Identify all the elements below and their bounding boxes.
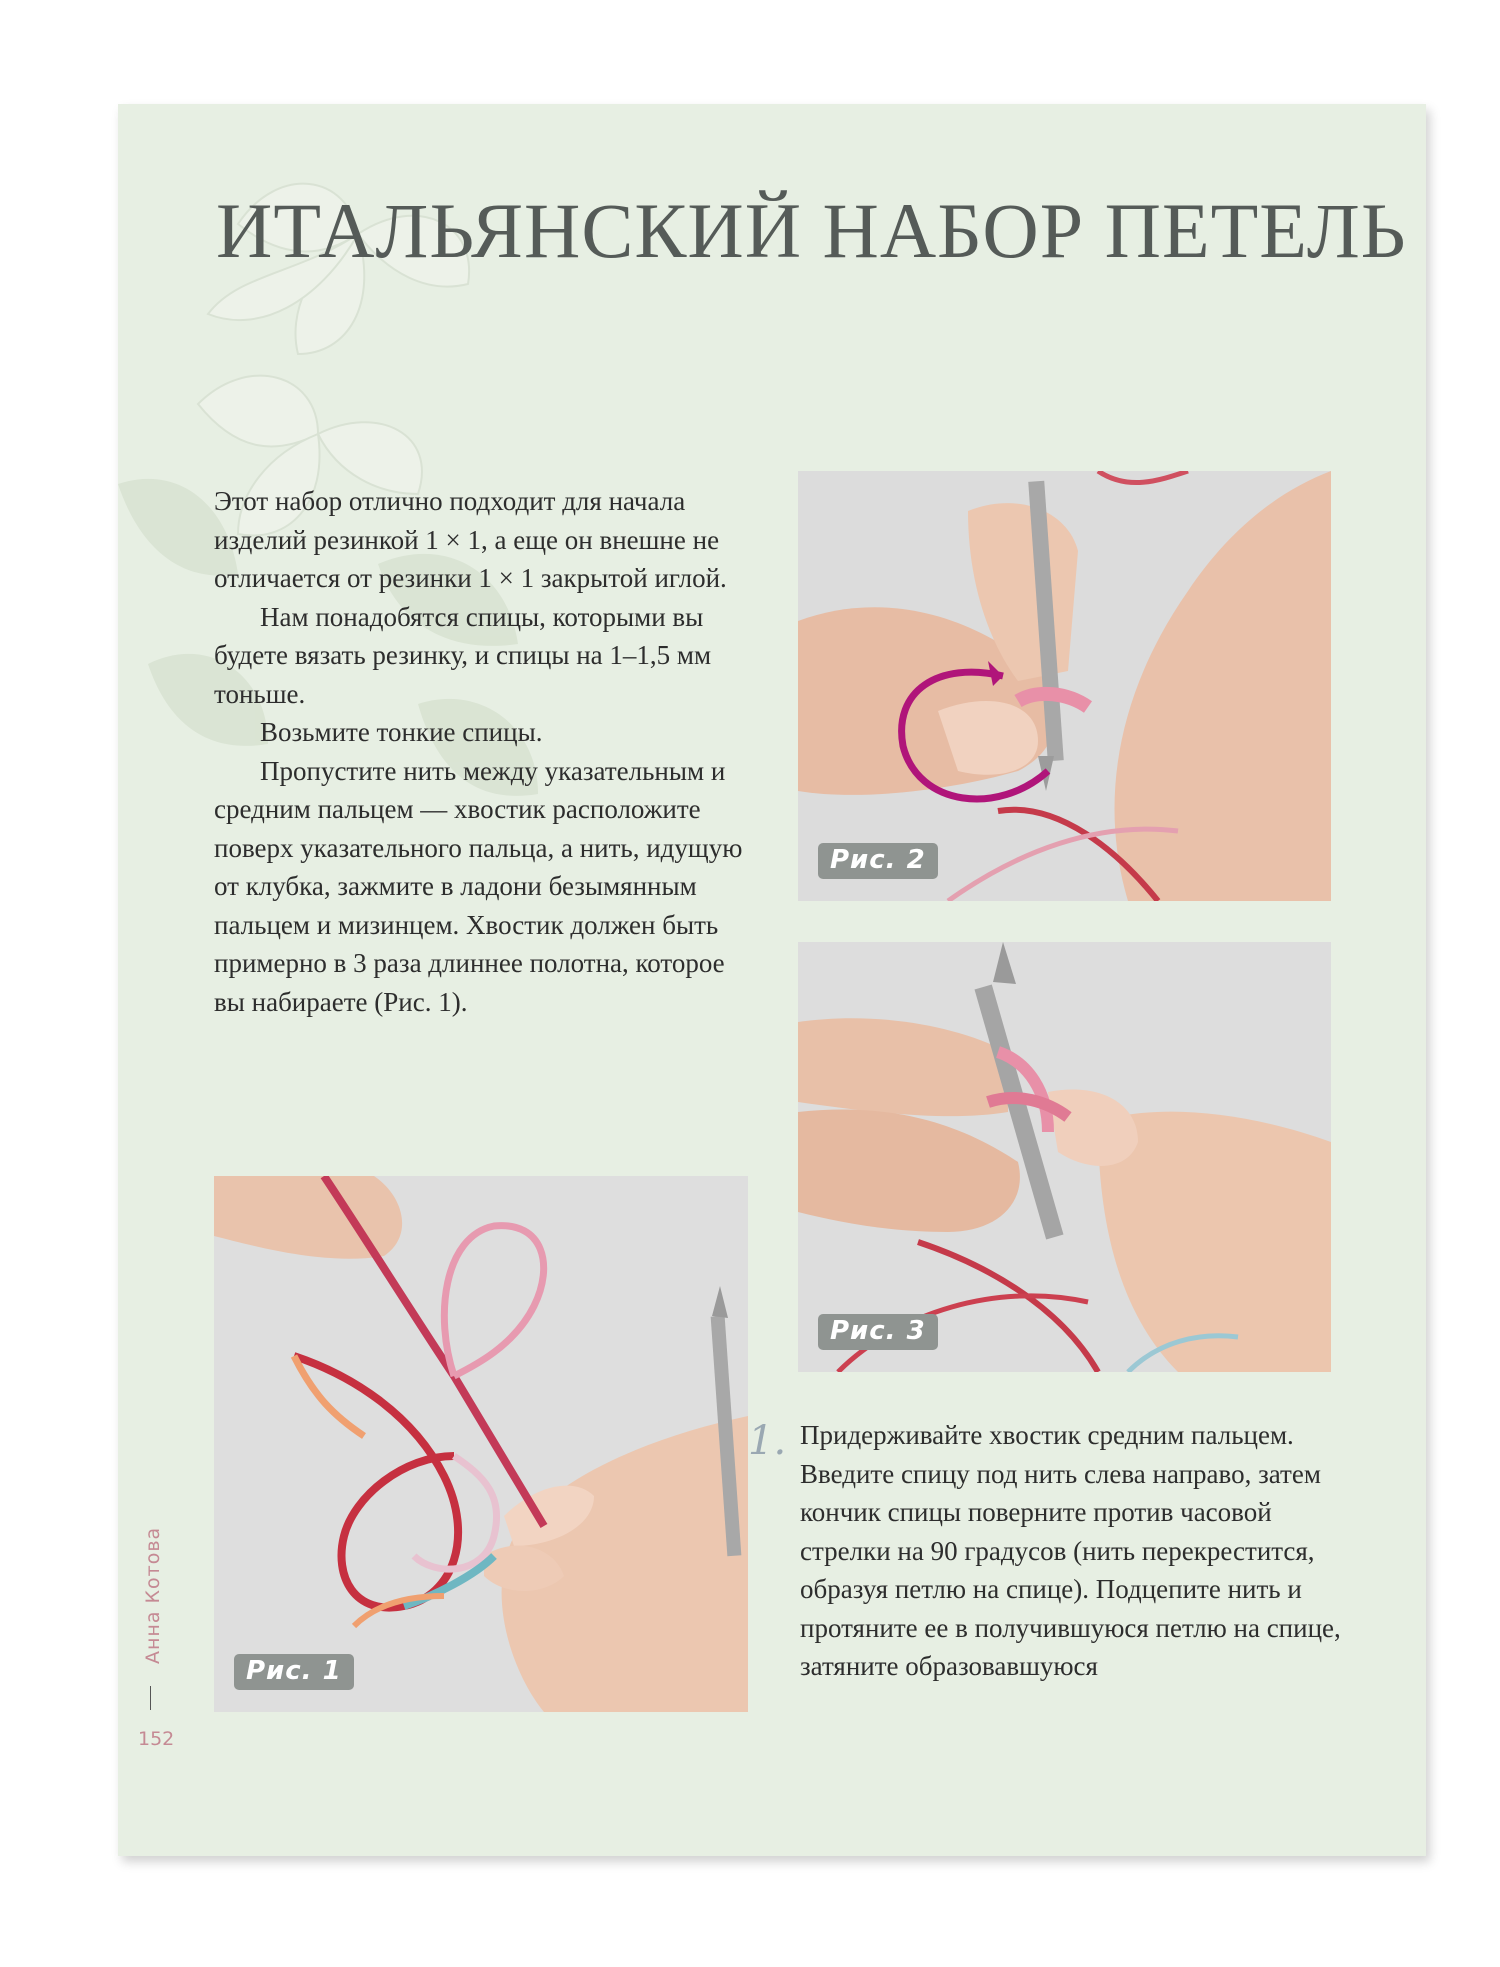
figure-1-illustration bbox=[214, 1176, 748, 1712]
figure-2-illustration bbox=[798, 471, 1331, 901]
page-title: ИТАЛЬЯНСКИЙ НАБОР ПЕТЕЛЬ bbox=[216, 187, 1407, 274]
intro-paragraph: Этот набор отлично подходит для начала изделий резинкой 1 × 1, а еще он внешне не отличается от резинки 1 × 1 закрытой иглой. bbox=[214, 486, 727, 593]
figure-1-label: Рис. 1 bbox=[234, 1654, 354, 1690]
intro-text bbox=[214, 482, 754, 1021]
intro-paragraph: Пропустите нить между указательным и средним пальцем — хвостик расположите поверх указательного пальца, а нить, идущую от клубка, зажмите в ладони безымянным пальцем и мизинцем. Хвостик должен быть примерно в 3 раза длиннее полотна, которое вы набираете (Рис. 1). bbox=[214, 755, 743, 1017]
figure-3-label: Рис. 3 bbox=[818, 1314, 938, 1350]
intro-paragraph: Возьмите тонкие спицы. bbox=[260, 717, 543, 747]
figure-2-photo bbox=[798, 471, 1331, 901]
step-text: Придерживайте хвостик средним пальцем. Введите спицу под нить слева направо, затем кончик спицы поверните против часовой стрелки на 90 градусов (нить перекрестится, образуя петлю на спице). Подцепите нить и протяните ее в получившуюся петлю на спице, затяните образовавшуюся bbox=[800, 1420, 1341, 1681]
figure-3-illustration bbox=[798, 942, 1331, 1372]
page-number: 152 bbox=[138, 1728, 175, 1750]
step-number: 1. bbox=[748, 1418, 787, 1464]
figure-2-label: Рис. 2 bbox=[818, 843, 938, 879]
figure-1-photo bbox=[214, 1176, 748, 1712]
intro-paragraph: Нам понадобятся спицы, которыми вы будете вязать резинку, и спицы на 1–1,5 мм тоньше. bbox=[214, 601, 712, 709]
figure-3-photo bbox=[798, 942, 1331, 1372]
page bbox=[118, 104, 1426, 1856]
author-name: Анна Котова bbox=[142, 1526, 164, 1664]
step-1 bbox=[748, 1416, 1360, 1686]
sidebar-divider bbox=[150, 1686, 151, 1710]
